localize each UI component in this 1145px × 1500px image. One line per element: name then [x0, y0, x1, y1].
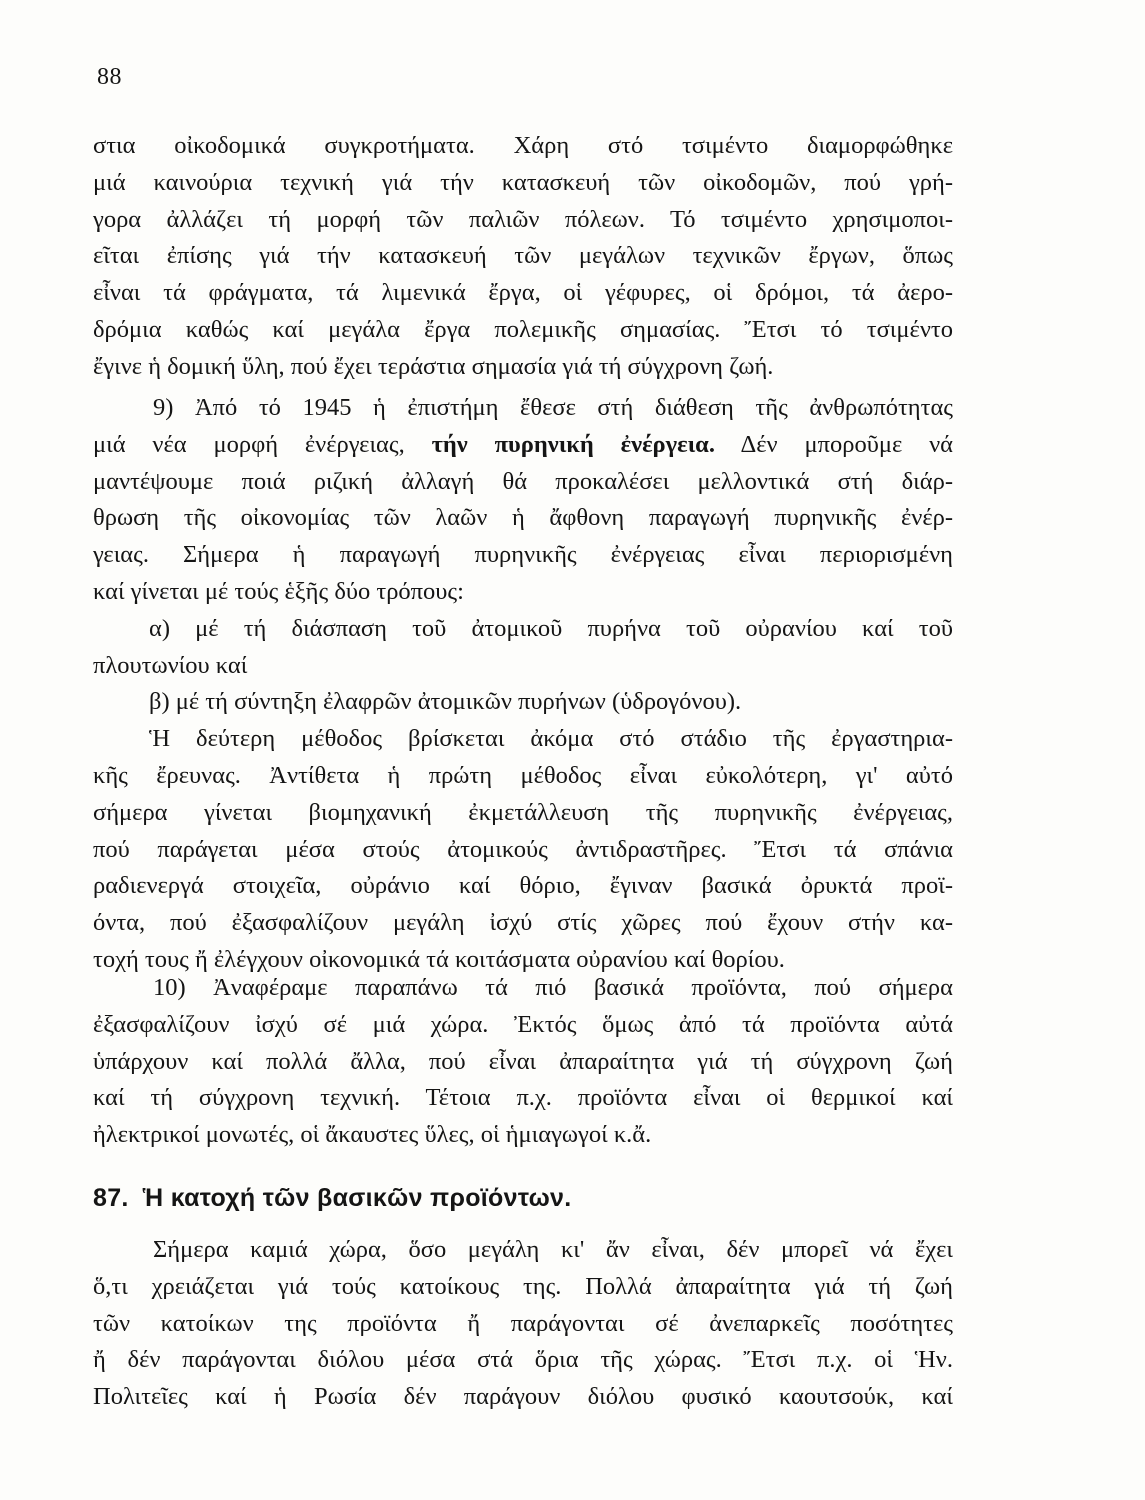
text-line: ραδιενεργά στοιχεῖα, οὐράνιο καί θόριο, ἔγιναν βασικά ὀρυκτά προϊ- — [93, 872, 953, 900]
paragraph-possession-of-products — [93, 1232, 953, 1416]
section-title: Ἡ κατοχή τῶν βασικῶν προϊόντων. — [142, 1184, 572, 1212]
page-number: 88 — [97, 64, 122, 90]
text-line: 10) Ἀναφέραμε παραπάνω τά πιό βασικά προϊόντα, πού σήμερα — [153, 974, 953, 1001]
text-line: ἐξασφαλίζουν ἰσχύ σέ μιά χώρα. Ἐκτός ὅμως ἀπό τά προϊόντα αὐτά — [93, 1010, 953, 1038]
text-line: ἔγινε ἡ δομική ὕλη, πού ἔχει τεράστια σημασία γιά τή σύγχρονη ζωή. — [93, 352, 774, 380]
text-line: ἠλεκτρικοί μονωτές, οἱ ἄκαυστες ὕλες, οἱ ἡμιαγωγοί κ.ἄ. — [93, 1121, 652, 1149]
text-line: καί τή σύγχρονη τεχνική. Τέτοια π.χ. προϊόντα εἶναι οἱ θερμικοί καί — [93, 1084, 953, 1112]
text-line: γορα ἀλλάζει τή μορφή τῶν παλιῶν πόλεων. Τό τσιμέντο χρησιμοποι- — [93, 205, 953, 233]
text-line: 9) Ἀπό τό 1945 ἡ ἐπιστήμη ἔθεσε στή διάθεση τῆς ἀνθρωπότητας — [153, 394, 953, 421]
section-heading — [93, 1184, 571, 1213]
list-item-b: β) μέ τή σύντηξη ἐλαφρῶν ἀτομικῶν πυρήνων (ὑδρογόνου). — [149, 688, 742, 716]
section-number: 87. — [93, 1184, 129, 1212]
text-line: όντα, πού ἐξασφαλίζουν μεγάλη ἰσχύ στίς χῶρες πού ἔχουν στήν κα- — [93, 909, 953, 937]
text-line: πού παράγεται μέσα στούς ἀτομικούς ἀντιδραστῆρες. Ἔτσι τά σπάνια — [93, 835, 953, 863]
text-line: γειας. Σήμερα ἡ παραγωγή πυρηνικῆς ἐνέργειας εἶναι περιορισμένη — [93, 541, 953, 569]
text-line: θρωση τῆς οἰκονομίας τῶν λαῶν ἡ ἄφθονη παραγωγή πυρηνικῆς ἐνέρ- — [93, 504, 953, 532]
text-line: δρόμια καθώς καί μεγάλα ἔργα πολεμικῆς σημασίας. Ἔτσι τό τσιμέντο — [93, 315, 953, 343]
text-line: Πολιτεῖες καί ἡ Ρωσία δέν παράγουν διόλου φυσικό καουτσούκ, καί — [93, 1383, 953, 1411]
text-line: μαντέψουμε ποιά ριζική ἀλλαγή θά προκαλέσει μελλοντικά στή διάρ- — [93, 467, 953, 495]
emphasis-nuclear-energy: τήν πυρηνική ἐνέργεια. — [431, 430, 715, 458]
text-line: εἶναι τά φράγματα, τά λιμενικά ἔργα, οἱ γέφυρες, οἱ δρόμοι, τά ἀερο- — [93, 279, 953, 307]
text-line: τοχή τους ἤ ἐλέγχουν οἰκονομικά τά κοιτάσματα οὐρανίου καί θορίου. — [93, 945, 785, 973]
text-line: ὅ,τι χρειάζεται γιά τούς κατοίκους της. Πολλά ἀπαραίτητα γιά τή ζωή — [93, 1272, 953, 1300]
paragraph-cement — [93, 128, 953, 386]
text-line: μιά καινούρια τεχνική γιά τήν κατασκευή τῶν οἰκοδομῶν, πού γρή- — [93, 168, 953, 196]
text-line: στια οἰκοδομικά συγκροτήματα. Χάρη στό τσιμέντο διαμορφώθηκε — [93, 132, 953, 159]
paragraph-other-products — [93, 970, 953, 1154]
list-item-a: α) μέ τή διάσπαση τοῦ ἀτομικοῦ πυρήνα τοῦ οὐρανίου καί τοῦ — [149, 614, 953, 642]
text-line: Ἡ δεύτερη μέθοδος βρίσκεται ἀκόμα στό στάδιο τῆς ἐργαστηρια- — [149, 725, 953, 753]
text-line-with-emphasis — [93, 427, 953, 464]
paragraph-nuclear-energy — [93, 390, 953, 979]
text-line: ἤ δέν παράγονται διόλου μέσα στά ὅρια τῆς χώρας. Ἔτσι π.χ. οἱ Ἡν. — [93, 1346, 953, 1374]
text-run: Δέν μποροῦμε νά — [714, 430, 954, 458]
text-line: ὑπάρχουν καί πολλά ἄλλα, πού εἶναι ἀπαραίτητα γιά τή σύγχρονη ζωή — [93, 1047, 953, 1075]
text-line: σήμερα γίνεται βιομηχανική ἐκμετάλλευση τῆς πυρηνικῆς ἐνέργειας, — [93, 798, 953, 826]
text-run: μιά νέα μορφή ἐνέργειας, — [93, 430, 432, 458]
text-line: Σήμερα καμιά χώρα, ὅσο μεγάλη κι' ἄν εἶναι, δέν μπορεῖ νά ἔχει — [153, 1236, 953, 1263]
text-line: τῶν κατοίκων της προϊόντα ἤ παράγονται σέ ἀνεπαρκεῖς ποσότητες — [93, 1309, 953, 1337]
text-line: κῆς ἔρευνας. Ἀντίθετα ἡ πρώτη μέθοδος εἶναι εὐκολότερη, γι' αὐτό — [93, 761, 953, 789]
text-line: εῖται ἐπίσης γιά τήν κατασκευή τῶν μεγάλων τεχνικῶν ἔργων, ὅπως — [93, 242, 953, 270]
list-item-a-continuation: πλουτωνίου καί — [93, 651, 248, 679]
text-line: καί γίνεται μέ τούς ἑξῆς δύο τρόπους: — [93, 577, 464, 605]
